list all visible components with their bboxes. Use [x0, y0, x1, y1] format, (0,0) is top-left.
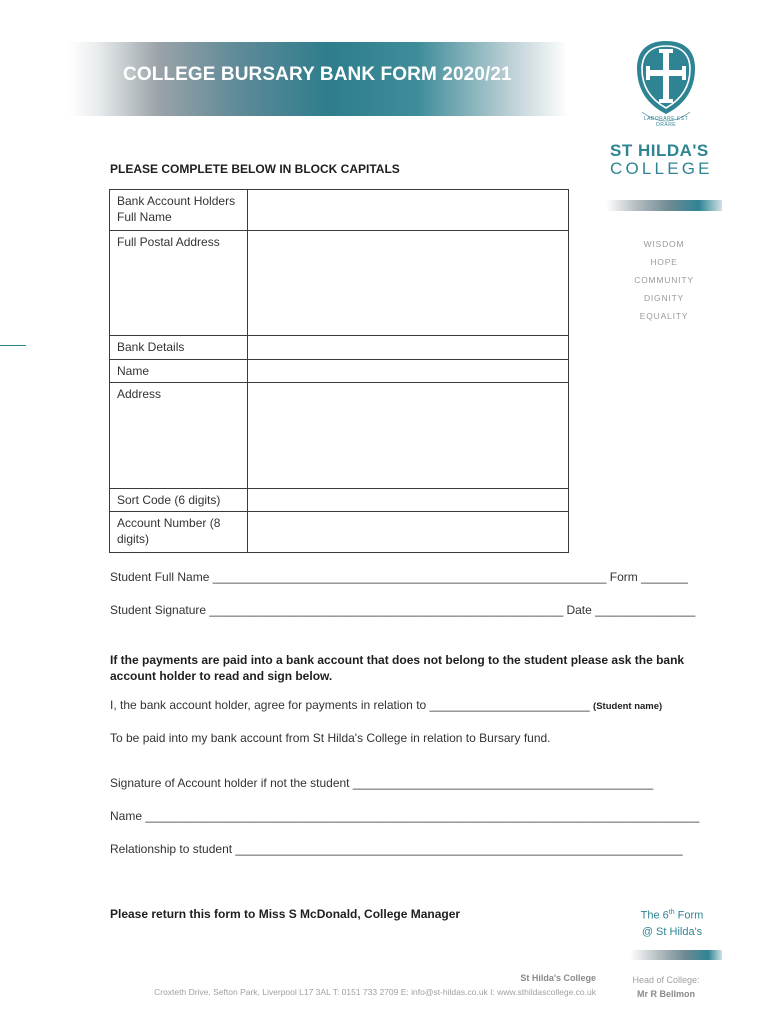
field-label: Sort Code (6 digits)	[110, 489, 248, 512]
head-name: Mr R Bellmon	[636, 989, 695, 999]
bank-details-field[interactable]	[248, 336, 569, 360]
bank-details-table	[109, 189, 569, 553]
college-crest-logo	[634, 38, 698, 128]
account-number-field[interactable]	[248, 512, 569, 553]
value-item: HOPE	[650, 257, 678, 267]
sixth-form-suffix: Form	[674, 909, 704, 922]
field-label: Address	[110, 383, 248, 489]
agree-line[interactable]	[110, 698, 662, 712]
sixth-form-sup: th	[668, 909, 675, 916]
student-signature-line[interactable]: Student Signature _____________________________________________________ Date _______________	[110, 603, 696, 617]
sixth-form-prefix: The 6	[640, 909, 669, 922]
agree-text: I, the bank account holder, agree for payments in relation to ________________________	[110, 698, 590, 712]
college-name-top: ST HILDA'S	[610, 141, 709, 160]
table-row	[110, 336, 569, 360]
return-instruction: Please return this form to Miss S McDonald, College Manager	[110, 907, 461, 921]
value-item: DIGNITY	[643, 293, 685, 303]
crest-motto: LABORARE EST ORARE	[643, 116, 689, 128]
instruction-heading: PLEASE COMPLETE BELOW IN BLOCK CAPITALS	[110, 162, 400, 176]
value-item: WISDOM	[643, 239, 685, 249]
paid-into-statement: To be paid into my bank account from St Hilda's College in relation to Bursary fund.	[110, 731, 551, 745]
holder-name-line[interactable]: Name ___________________________________________________________________________________	[110, 809, 700, 823]
student-full-name-line[interactable]: Student Full Name ___________________________________________________________ Form _______	[110, 570, 688, 584]
bank-name-field[interactable]	[248, 360, 569, 383]
table-row	[110, 383, 569, 489]
decorative-bar	[606, 200, 722, 211]
sort-code-field[interactable]	[248, 489, 569, 512]
footer-address: Croxteth Drive, Sefton Park, Liverpool L17 3AL T: 0151 733 2709 E: info@st-hildas.co.uk I: www.sthildascollege.co.uk	[154, 987, 596, 997]
student-name-hint: (Student name)	[593, 701, 663, 712]
footer-head-of-college	[620, 973, 712, 1001]
field-label: Bank Account Holders Full Name	[110, 190, 248, 231]
relationship-line[interactable]: Relationship to student ___________________________________________________________________	[110, 842, 683, 856]
bank-address-field[interactable]	[248, 383, 569, 489]
footer-college-name: St Hilda's College	[520, 973, 596, 983]
field-label: Name	[110, 360, 248, 383]
form-title: COLLEGE BURSARY BANK FORM 2020/21	[123, 64, 512, 85]
margin-mark	[0, 345, 26, 346]
college-name-bottom: COLLEGE	[610, 159, 713, 178]
college-name	[610, 142, 722, 178]
table-row	[110, 190, 569, 231]
sixth-form-line-1	[622, 905, 722, 924]
table-row	[110, 489, 569, 512]
decorative-bar	[630, 950, 722, 960]
sixth-form-label	[622, 905, 722, 940]
account-holder-name-field[interactable]	[248, 190, 569, 231]
holder-signature-line[interactable]: Signature of Account holder if not the student _____________________________________________	[110, 776, 654, 790]
account-holder-notice: If the payments are paid into a bank account that does not belong to the student please ask the bank account holder to read and sign below.	[110, 653, 685, 683]
postal-address-field[interactable]	[248, 231, 569, 336]
table-row	[110, 231, 569, 336]
value-item: COMMUNITY	[634, 275, 694, 285]
field-label: Bank Details	[110, 336, 248, 360]
table-row	[110, 512, 569, 553]
table-row	[110, 360, 569, 383]
sixth-form-line-2: @ St Hilda's	[641, 925, 703, 938]
value-item: EQUALITY	[639, 311, 689, 321]
field-label: Full Postal Address	[110, 231, 248, 336]
field-label: Account Number (8 digits)	[110, 512, 248, 553]
college-values	[606, 238, 722, 328]
head-label: Head of College:	[632, 975, 700, 985]
